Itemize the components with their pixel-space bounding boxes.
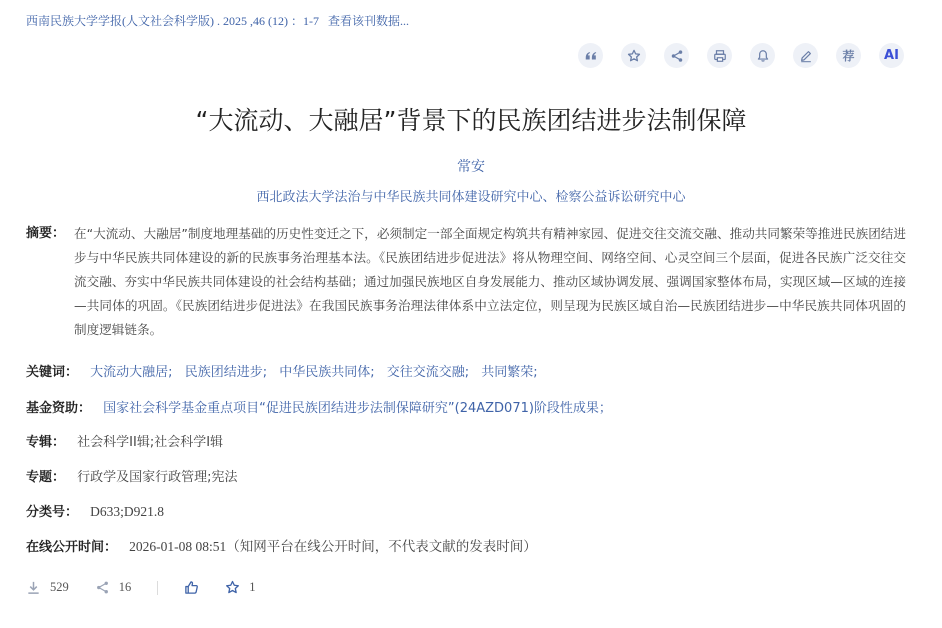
- favorite-count[interactable]: [225, 580, 255, 595]
- star-icon: [627, 49, 641, 63]
- fund-row: [26, 397, 906, 421]
- subscribe-button[interactable]: [750, 43, 775, 68]
- favorite-count-value: 1: [249, 580, 256, 594]
- share-count: [95, 580, 132, 595]
- issue-info: . 2025 ,46 (12) ：1-7: [217, 14, 319, 28]
- stats-divider: [157, 581, 158, 595]
- keyword-link[interactable]: 民族团结进步;: [184, 365, 268, 380]
- thumbs-up-icon: [184, 580, 199, 595]
- classification-value: D633;D921.8: [90, 504, 165, 519]
- author-link[interactable]: 常安: [457, 159, 485, 175]
- keyword-link[interactable]: 共同繁荣;: [481, 365, 538, 380]
- article-stats: [26, 580, 282, 595]
- ai-label: AI: [884, 48, 899, 63]
- download-icon: [26, 580, 41, 595]
- series-value: 社会科学II辑;社会科学I辑: [77, 435, 224, 450]
- pencil-icon: [799, 49, 813, 63]
- online-time-row: [26, 535, 906, 560]
- ai-assistant-button[interactable]: [879, 43, 904, 68]
- topic-row: [26, 466, 906, 490]
- classification-label: 分类号：: [26, 505, 79, 520]
- share-count-value: 16: [118, 580, 132, 594]
- series-row: [26, 431, 906, 455]
- share-button[interactable]: [664, 43, 689, 68]
- quote-icon: [584, 49, 598, 63]
- article-title: “大流动、大融居”背景下的民族团结进步法制保障: [195, 106, 747, 135]
- like-button[interactable]: [184, 580, 199, 595]
- abstract-label: 摘要：: [26, 226, 66, 241]
- keywords-row: [26, 361, 906, 385]
- fund-label: 基金资助：: [26, 401, 92, 416]
- journal-link[interactable]: 西南民族大学学报(人文社会科学版): [26, 14, 214, 28]
- fund-link[interactable]: 国家社会科学基金重点项目“促进民族团结进步法制保障研究”(24AZD071)阶段性成果；: [103, 401, 612, 416]
- share-icon: [670, 49, 684, 63]
- keywords-label: 关键词：: [26, 365, 79, 380]
- keyword-link[interactable]: 大流动大融居;: [90, 365, 173, 380]
- abstract-section: [26, 222, 906, 342]
- share-icon: [95, 580, 110, 595]
- recommend-button[interactable]: [836, 43, 861, 68]
- series-label: 专辑：: [26, 435, 66, 450]
- download-count-value: 529: [50, 580, 69, 594]
- affiliation-link[interactable]: 西北政法大学法治与中华民族共同体建设研究中心、检察公益诉讼研究中心: [256, 190, 686, 205]
- bell-icon: [756, 49, 770, 63]
- journal-data-link[interactable]: 查看该刊数据...: [328, 14, 410, 28]
- abstract-text: 在“大流动、大融居”制度地理基础的历史性变迁之下，必须制定一部全面规定构筑共有精神家园、促进交往交流交融、推动共同繁荣等推进民族团结进步与中华民族共同体建设的新的民族事务治理基本法。《民族团结进步促进法》将从物理空间、网络空间、心灵空间三个层面，促进各民族广泛交往交流交融、夯实中华民族共同体建设的社会结构基础；通过加强民族地区自身发展能力、推动区域协调发展、强调国家整体布局，实现区域—区域的连接—共同体的巩固。《民族团结进步促进法》在我国民族事务治理法律体系中立法定位，则呈现为民族区域自治—民族团结进步—中华民族共同体巩固的制度逻辑链条。: [74, 226, 906, 337]
- keyword-link[interactable]: 交往交流交融;: [386, 365, 470, 380]
- topic-label: 专题：: [26, 470, 66, 485]
- cite-button[interactable]: [578, 43, 603, 68]
- printer-icon: [713, 49, 727, 63]
- online-time-value: 2026-01-08 08:51（知网平台在线公开时间，不代表文献的发表时间）: [129, 539, 537, 554]
- favorite-button[interactable]: [621, 43, 646, 68]
- print-button[interactable]: [707, 43, 732, 68]
- recommend-label: 荐: [842, 49, 855, 63]
- article-toolbar: [578, 43, 904, 68]
- download-count: [26, 580, 69, 595]
- classification-row: [26, 500, 906, 525]
- online-time-label: 在线公开时间：: [26, 540, 118, 555]
- annotate-button[interactable]: [793, 43, 818, 68]
- topic-value: 行政学及国家行政管理;宪法: [77, 470, 238, 485]
- source-line: [26, 12, 409, 29]
- star-icon: [225, 580, 240, 595]
- keyword-link[interactable]: 中华民族共同体;: [279, 365, 375, 380]
